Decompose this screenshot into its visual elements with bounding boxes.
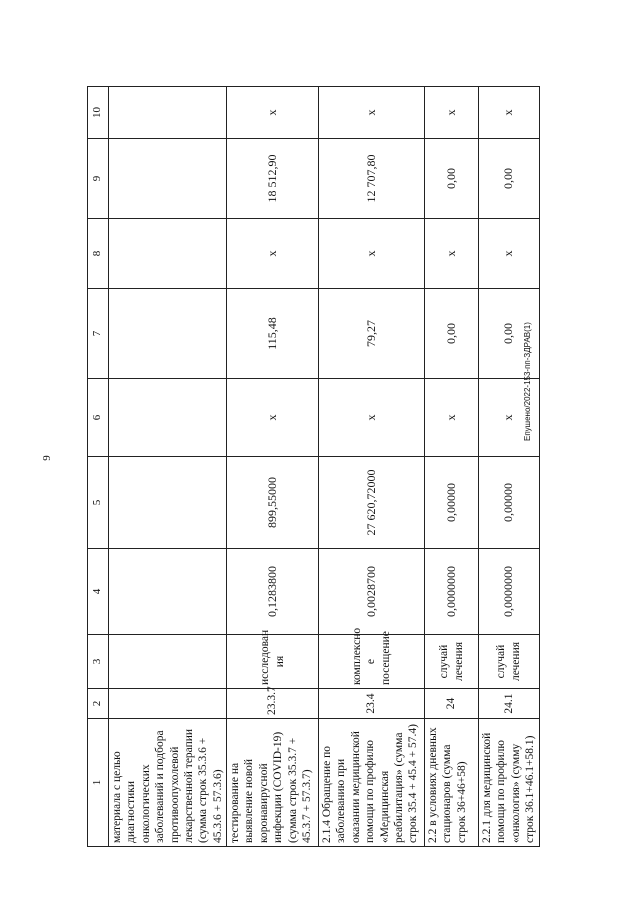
table-header-cell: 10 bbox=[88, 87, 109, 139]
table-row bbox=[227, 87, 319, 847]
table-header-cell: 9 bbox=[88, 139, 109, 219]
value-cell bbox=[109, 219, 227, 289]
table-header-cell: 3 bbox=[88, 635, 109, 689]
value-cell: x bbox=[479, 87, 540, 139]
value-cell: x bbox=[227, 87, 319, 139]
unit-cell: случай лечения bbox=[425, 635, 479, 689]
value-cell: 0,0000000 bbox=[425, 549, 479, 635]
value-cell: x bbox=[319, 219, 425, 289]
value-cell bbox=[109, 379, 227, 457]
value-cell: 0,00 bbox=[479, 139, 540, 219]
unit-cell: случай лечения bbox=[479, 635, 540, 689]
row-name-cell: 2.2.1 для медицинской помощи по профилю «онкология» (сумму строк 36.1+46.1+58.1) bbox=[479, 719, 540, 847]
value-cell: x bbox=[227, 379, 319, 457]
row-name-cell: тестирование на выявление новой коронавирусной инфекции (COVID-19) (сумма строк 35.3.7 + 45.3.7 + 57.3.7) bbox=[227, 719, 319, 847]
table-row bbox=[425, 87, 479, 847]
table-header-cell: 7 bbox=[88, 289, 109, 379]
value-cell: 0,0028700 bbox=[319, 549, 425, 635]
value-cell: 0,00000 bbox=[425, 457, 479, 549]
value-cell: 0,00 bbox=[479, 289, 540, 379]
value-cell: 0,00 bbox=[425, 289, 479, 379]
value-cell: x bbox=[319, 379, 425, 457]
value-cell bbox=[109, 549, 227, 635]
side-footer: Епушено/2022-153-пп-ЗДРАВ(1) bbox=[523, 322, 532, 441]
value-cell: 0,00000 bbox=[479, 457, 540, 549]
value-cell: x bbox=[319, 87, 425, 139]
row-name-cell: материала с целью диагностики онкологических заболеваний и подбора противоопухолевой лекарственной терапии (сумма строк 35.3.6 + 45.3.6 + 57.3.6) bbox=[109, 719, 227, 847]
row-code-cell: 24.1 bbox=[479, 689, 540, 719]
row-code-cell: 23.3.7 bbox=[227, 689, 319, 719]
table-row bbox=[479, 87, 540, 847]
table-header-cell: 8 bbox=[88, 219, 109, 289]
row-code-cell: 24 bbox=[425, 689, 479, 719]
unit-cell: исследован ия bbox=[227, 635, 319, 689]
row-code-cell bbox=[109, 689, 227, 719]
page-number: 9 bbox=[40, 455, 53, 461]
value-cell: 12 707,80 bbox=[319, 139, 425, 219]
row-name-cell: 2.1.4 Обращение по заболеванию при оказании медицинской помощи по профилю «Медицинская реабилитация» (сумма строк 35.4 + 45.4 + 57.4) bbox=[319, 719, 425, 847]
value-cell: x bbox=[425, 219, 479, 289]
value-cell: x bbox=[479, 219, 540, 289]
value-cell: x bbox=[227, 219, 319, 289]
value-cell bbox=[109, 289, 227, 379]
table-row bbox=[109, 87, 227, 847]
value-cell: x bbox=[479, 379, 540, 457]
value-cell: 0,0000000 bbox=[479, 549, 540, 635]
table-row bbox=[319, 87, 425, 847]
value-cell: 0,00 bbox=[425, 139, 479, 219]
row-name-cell: 2.2 в условиях дневных стационаров (сумма строк 36+46+58) bbox=[425, 719, 479, 847]
value-cell: x bbox=[425, 87, 479, 139]
table-header-cell: 6 bbox=[88, 379, 109, 457]
value-cell: x bbox=[425, 379, 479, 457]
table-header-cell: 1 bbox=[88, 719, 109, 847]
value-cell: 27 620,72000 bbox=[319, 457, 425, 549]
table-header-cell: 5 bbox=[88, 457, 109, 549]
value-cell: 79,27 bbox=[319, 289, 425, 379]
value-cell: 115,48 bbox=[227, 289, 319, 379]
value-cell: 0,1283800 bbox=[227, 549, 319, 635]
value-cell bbox=[109, 87, 227, 139]
unit-cell: комплексно е посещение bbox=[319, 635, 425, 689]
data-table bbox=[87, 86, 540, 847]
value-cell: 18 512,90 bbox=[227, 139, 319, 219]
table-header-cell: 2 bbox=[88, 689, 109, 719]
row-code-cell: 23.4 bbox=[319, 689, 425, 719]
unit-cell bbox=[109, 635, 227, 689]
value-cell bbox=[109, 139, 227, 219]
table-header-cell: 4 bbox=[88, 549, 109, 635]
value-cell bbox=[109, 457, 227, 549]
table-header-row bbox=[88, 87, 109, 847]
value-cell: 899,55000 bbox=[227, 457, 319, 549]
